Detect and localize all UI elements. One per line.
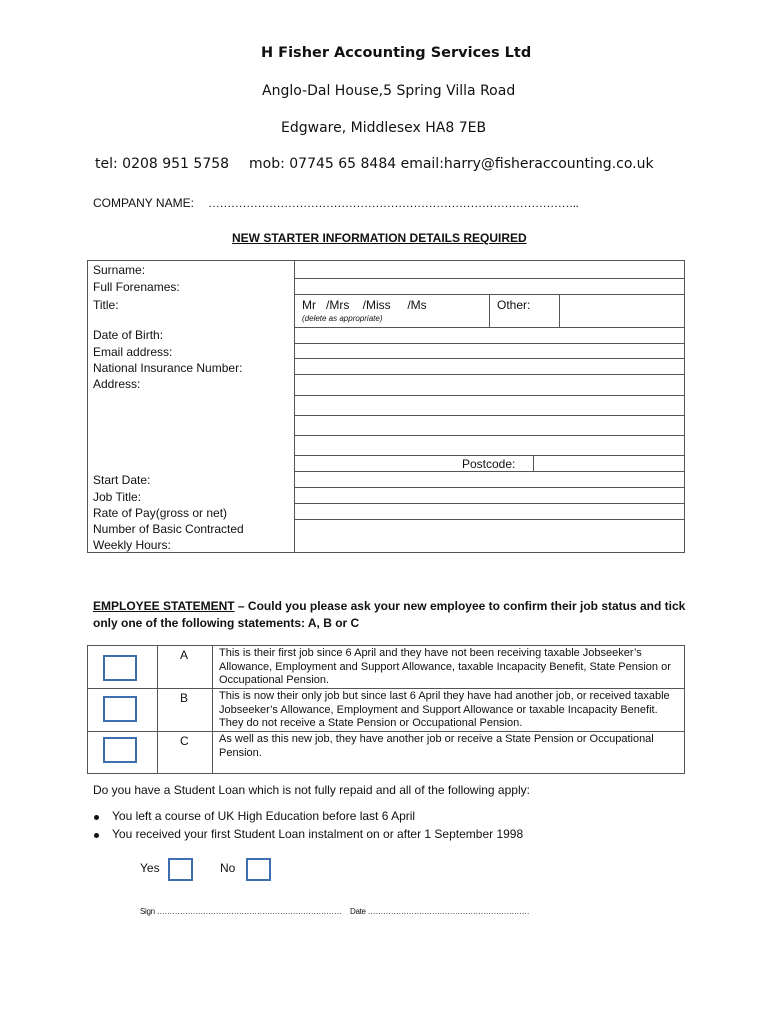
date-field[interactable]: Date ……………………………………………………… [350, 907, 530, 916]
email-label: Email address: [93, 345, 173, 359]
company-name-label: COMPANY NAME: [93, 196, 194, 210]
bullet-icon [94, 833, 99, 838]
student-loan-question: Do you have a Student Loan which is not fully repaid and all of the following apply: [93, 783, 530, 797]
statement-intro-text: – Could you please ask your new employee to confirm their job status and tick [234, 599, 686, 613]
no-checkbox[interactable] [246, 858, 271, 881]
company-address-line2: Edgware, Middlesex HA8 7EB [281, 120, 487, 136]
postcode-label: Postcode: [462, 457, 516, 471]
statement-a-text: This is their first job since 6 April and they have not been receiving taxable Jobseeker’s Allowance, Employment and Support Allowance, taxable Incapacity Benefit, State Pension or Occupational Pension. [219, 647, 671, 686]
form-title: NEW STARTER INFORMATION DETAILS REQUIRED [232, 231, 527, 245]
job-title-label: Job Title: [93, 490, 142, 504]
rate-of-pay-label: Rate of Pay(gross or net) [93, 506, 228, 520]
yes-label: Yes [140, 861, 160, 875]
title-options[interactable]: Mr /Mrs /Miss /Ms [302, 298, 427, 312]
student-loan-condition-1: You left a course of UK High Education before last 6 April [112, 809, 416, 823]
statement-b-checkbox[interactable] [103, 696, 137, 722]
statement-b-text: This is now their only job but since last 6 April they have had another job, or received taxable Jobseeker’s Allowance, Employment and Support Allowance or taxable Incapacity Benefit. They do not receive a State Pension or Occupational Pension. [219, 690, 670, 729]
company-telephone: tel: 0208 951 5758 [95, 156, 230, 172]
forenames-label: Full Forenames: [93, 280, 180, 294]
ni-number-label: National Insurance Number: [93, 361, 243, 375]
title-label: Title: [93, 298, 119, 312]
statement-b-letter: B [180, 691, 189, 705]
statement-c-checkbox[interactable] [103, 737, 137, 763]
start-date-label: Start Date: [93, 473, 151, 487]
statement-heading: EMPLOYEE STATEMENT [93, 599, 235, 613]
dob-label: Date of Birth: [93, 328, 164, 342]
statement-intro-line1 [93, 599, 685, 613]
statement-c-letter: C [180, 734, 189, 748]
statement-c-text: As well as this new job, they have another job or receive a State Pension or Occupational Pension. [219, 733, 654, 759]
statement-intro-line2: only one of the following statements: A, B or C [93, 616, 360, 630]
hours-label-line2: Weekly Hours: [93, 538, 171, 552]
company-address-line1: Anglo-Dal House,5 Spring Villa Road [262, 83, 516, 99]
bullet-icon [94, 815, 99, 820]
student-loan-condition-2: You received your first Student Loan instalment on or after 1 September 1998 [112, 827, 524, 841]
statement-a-checkbox[interactable] [103, 655, 137, 681]
company-mobile-email: mob: 07745 65 8484 email:harry@fisheraccounting.co.uk [249, 156, 654, 172]
surname-label: Surname: [93, 263, 146, 277]
address-label: Address: [93, 377, 141, 391]
hours-label-line1: Number of Basic Contracted [93, 522, 244, 536]
other-title-label: Other: [497, 298, 531, 312]
statement-a-letter: A [180, 648, 189, 662]
title-note: (delete as appropriate) [302, 314, 383, 323]
no-label: No [220, 861, 236, 875]
yes-checkbox[interactable] [168, 858, 193, 881]
company-heading: H Fisher Accounting Services Ltd [261, 45, 532, 61]
signature-field[interactable]: Sign ……………………………………………………………… [140, 907, 342, 916]
company-name-field[interactable]: …………………………………………………………………………………….. [208, 196, 579, 210]
